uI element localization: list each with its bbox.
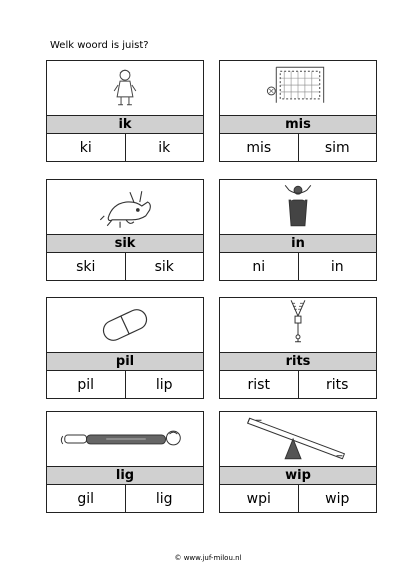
option-button[interactable]: in: [298, 253, 377, 281]
card-word: wip: [220, 466, 376, 485]
page-title: Welk woord is juist?: [50, 40, 149, 51]
option-button[interactable]: wip: [298, 485, 377, 513]
card-pil: [46, 297, 204, 399]
option-button[interactable]: ski: [76, 259, 96, 275]
option-button[interactable]: pil: [77, 377, 95, 393]
option-button[interactable]: rits: [298, 371, 377, 399]
seesaw-icon: [220, 412, 376, 466]
card-in: [219, 179, 377, 281]
footer-copyright: © www.juf-milou.nl: [174, 554, 242, 562]
card-mis: [219, 60, 377, 162]
card-lig: [46, 411, 204, 513]
card-ik: [46, 60, 204, 162]
option-button[interactable]: ki: [79, 140, 92, 156]
card-wip: [219, 411, 377, 513]
option-button[interactable]: sik: [125, 253, 204, 281]
card-word: ik: [47, 115, 203, 134]
zipper-icon: [220, 298, 376, 352]
option-button[interactable]: gil: [77, 491, 95, 507]
option-button[interactable]: ik: [125, 134, 204, 162]
goat-icon: [47, 180, 203, 234]
card-word: sik: [47, 234, 203, 253]
option-button[interactable]: ni: [252, 259, 266, 275]
card-word: mis: [220, 115, 376, 134]
pill-icon: [47, 298, 203, 352]
card-sik: [46, 179, 204, 281]
option-button[interactable]: mis: [246, 140, 272, 156]
option-button[interactable]: lip: [125, 371, 204, 399]
soccer-goal-icon: [220, 61, 376, 115]
option-button[interactable]: sim: [298, 134, 377, 162]
option-button[interactable]: wpi: [246, 491, 271, 507]
lying-man-icon: [47, 412, 203, 466]
card-word: in: [220, 234, 376, 253]
person-in-box-icon: [220, 180, 376, 234]
girl-icon: [47, 61, 203, 115]
card-word: rits: [220, 352, 376, 371]
card-word: pil: [47, 352, 203, 371]
option-button[interactable]: rist: [247, 377, 270, 393]
option-button[interactable]: lig: [125, 485, 204, 513]
card-rits: [219, 297, 377, 399]
card-word: lig: [47, 466, 203, 485]
